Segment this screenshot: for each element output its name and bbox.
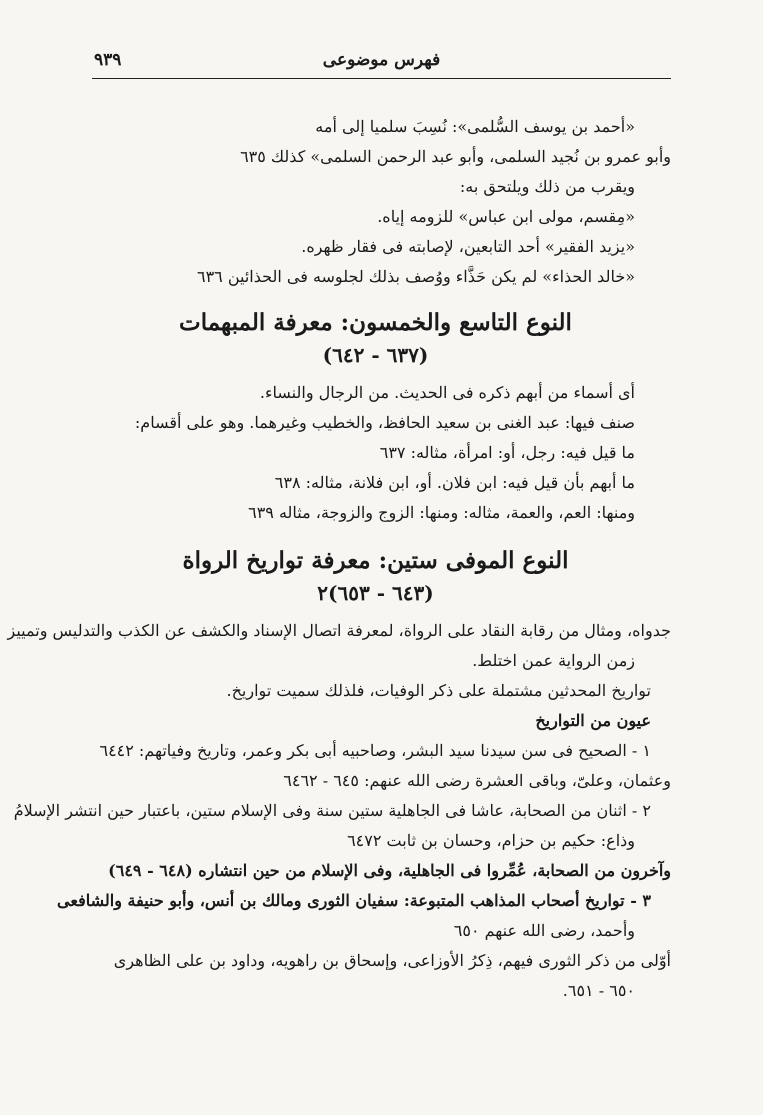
text-line: ما قيل فيه: رجل، أو: امرأة، مثاله: ٦٣٧	[379, 443, 635, 462]
text-line: ما أبهم بأن قيل فيه: ابن فلان. أو، ابن فلانة، مثاله: ٦٣٨	[274, 473, 635, 492]
list-item: وأحمد، رضى الله عنهم ٦٥٠	[453, 921, 635, 940]
list-item: وآخرون من الصحابة، عُمِّروا فى الجاهلية، وفى الإسلام من حين انتشاره (٦٤٨ - ٦٤٩)	[108, 861, 671, 880]
list-item: ٢ - اثنان من الصحابة، عاشا فى الجاهلية ستين سنة وفى الإسلام ستين، باعتبار حين انتشر الإسلامُ	[13, 801, 651, 820]
text-line: صنف فيها: عبد الغنى بن سعيد الحافظ، والخطيب وغيرهما. وهو على أقسام:	[134, 413, 635, 432]
list-item: ١ - الصحيح فى سن سيدنا سيد البشر، وصاحبيه أبى بكر وعمر، وتاريخ وفياتهم: ٦٤٤٢	[99, 741, 651, 760]
running-title: فهرس موضوعى	[322, 50, 441, 70]
text-line: زمن الرواية عمن اختلط.	[472, 651, 635, 670]
section-heading: النوع الموفى ستين: معرفة تواريخ الرواة	[182, 547, 569, 574]
list-item: وعثمان، وعلىّ، وباقى العشرة رضى الله عنهم: ٦٤٥ - ٦٤٦٢	[283, 771, 671, 790]
text-line: تواريخ المحدثين مشتملة على ذكر الوفيات، فلذلك سميت تواريخ.	[226, 681, 651, 700]
list-item: أوّلى من ذكر الثورى فيهم، ذِكرُ الأوزاعى، وإسحاق بن راهويه، وداود بن على الظاهرى	[113, 951, 671, 970]
text-line: «يزيد الفقير» أحد التابعين، لإصابته فى فقار ظهره.	[301, 237, 635, 256]
list-item: ٣ - تواريخ أصحاب المذاهب المتبوعة: سفيان الثورى ومالك بن أنس، وأبو حنيفة والشافعى	[57, 891, 651, 910]
text-line: ويقرب من ذلك ويلتحق به:	[459, 177, 635, 196]
text-line: وأبو عمرو بن نُجيد السلمى، وأبو عبد الرحمن السلمى» كذلك ٦٣٥	[240, 147, 671, 166]
subheading: عيون من التواريخ	[535, 711, 651, 730]
page-number: ٩٣٩	[94, 50, 122, 70]
page-body	[7, 112, 671, 1006]
text-line: «مِقسم، مولى ابن عباس» للزومه إياه.	[377, 207, 635, 226]
section-heading: النوع التاسع والخمسون: معرفة المبهمات	[179, 309, 572, 336]
section-range: (٦٣٧ - ٦٤٢)	[322, 343, 429, 367]
text-line: أى أسماء من أبهم ذكره فى الحديث. من الرجال والنساء.	[259, 383, 635, 402]
section-range: (٦٤٣ - ٦٥٣)٢	[317, 581, 434, 605]
page-header	[92, 46, 671, 79]
text-line: «خالد الحذاء» لم يكن حَذَّاء ووُصف بذلك لجلوسه فى الحذائين ٦٣٦	[196, 267, 635, 286]
text-line: جدواه، ومثال من رقابة النقاد على الرواة، لمعرفة اتصال الإسناد والكشف عن الكذب والتدليس وتمييز	[7, 621, 671, 640]
text-line: ومنها: العم، والعمة، مثاله: ومنها: الزوج والزوجة، مثاله ٦٣٩	[248, 503, 635, 522]
text-line: «أحمد بن يوسف السُّلمى»: نُسِبَ سلميا إلى أمه	[315, 117, 635, 136]
list-item: وذاع: حكيم بن حزام، وحسان بن ثابت ٦٤٧٢	[347, 831, 635, 850]
list-item: ٦٥٠ - ٦٥١.	[562, 981, 635, 1000]
